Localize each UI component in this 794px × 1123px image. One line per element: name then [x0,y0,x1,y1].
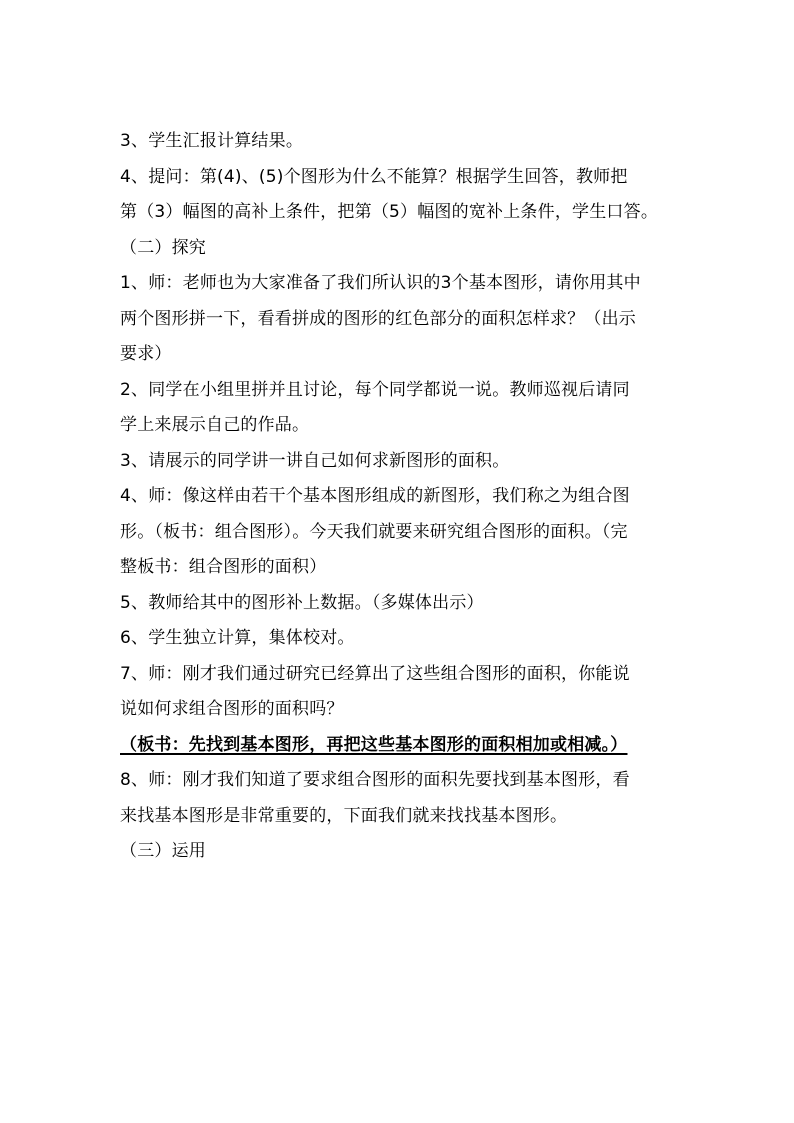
paragraph-step-4-question-line-1: 4、提问：第(4)、(5)个图形为什么不能算？根据学生回答，教师把 [120,166,628,187]
paragraph-explore-4-line-2: 形。（板书：组合图形）。今天我们就要来研究组合图形的面积。（完 [120,521,628,542]
paragraph-explore-2-line-1: 2、同学在小组里拼并且讨论，每个同学都说一说。教师巡视后请同 [120,379,630,400]
paragraph-explore-8-line-1: 8、师：刚才我们知道了要求组合图形的面积先要找到基本图形，看 [120,770,630,790]
paragraph-explore-6: 6、学生独立计算，集体校对。 [120,628,355,648]
paragraph-explore-8-line-2: 来找基本图形是非常重要的，下面我们就来找找基本图形。 [120,805,568,826]
paragraph-step-4-question-line-2: 第（3）幅图的高补上条件，把第（5）幅图的宽补上条件，学生口答。 [120,202,659,222]
section-heading-apply: （三）运用 [120,841,206,861]
paragraph-explore-7-line-2: 说如何求组合图形的面积吗？ [120,699,344,719]
paragraph-step-3-report: 3、学生汇报计算结果。 [120,131,304,151]
paragraph-explore-1-line-1: 1、师：老师也为大家准备了我们所认识的3个基本图形，请你用其中 [120,273,641,293]
paragraph-explore-4-line-3: 整板书：组合图形的面积） [120,557,327,577]
paragraph-explore-3: 3、请展示的同学讲一讲自己如何求新图形的面积。 [120,450,510,471]
paragraph-explore-7-line-1: 7、师：刚才我们通过研究已经算出了这些组合图形的面积，你能说 [120,663,630,684]
paragraph-explore-5: 5、教师给其中的图形补上数据。（多媒体出示） [120,592,484,613]
paragraph-explore-1-line-2: 两个图形拼一下，看看拼成的图形的红色部分的面积怎样求？（出示 [120,308,636,329]
section-heading-explore: （二）探究 [120,237,206,258]
document-body [120,124,678,870]
paragraph-explore-1-line-3: 要求） [120,344,172,364]
paragraph-explore-4-line-1: 4、师：像这样由若干个基本图形组成的新图形，我们称之为组合图 [120,486,630,506]
paragraph-explore-2-line-2: 学上来展示自己的作品。 [120,415,310,435]
board-note-bold: （板书：先找到基本图形，再把这些基本图形的面积相加或相减。） [120,734,628,755]
